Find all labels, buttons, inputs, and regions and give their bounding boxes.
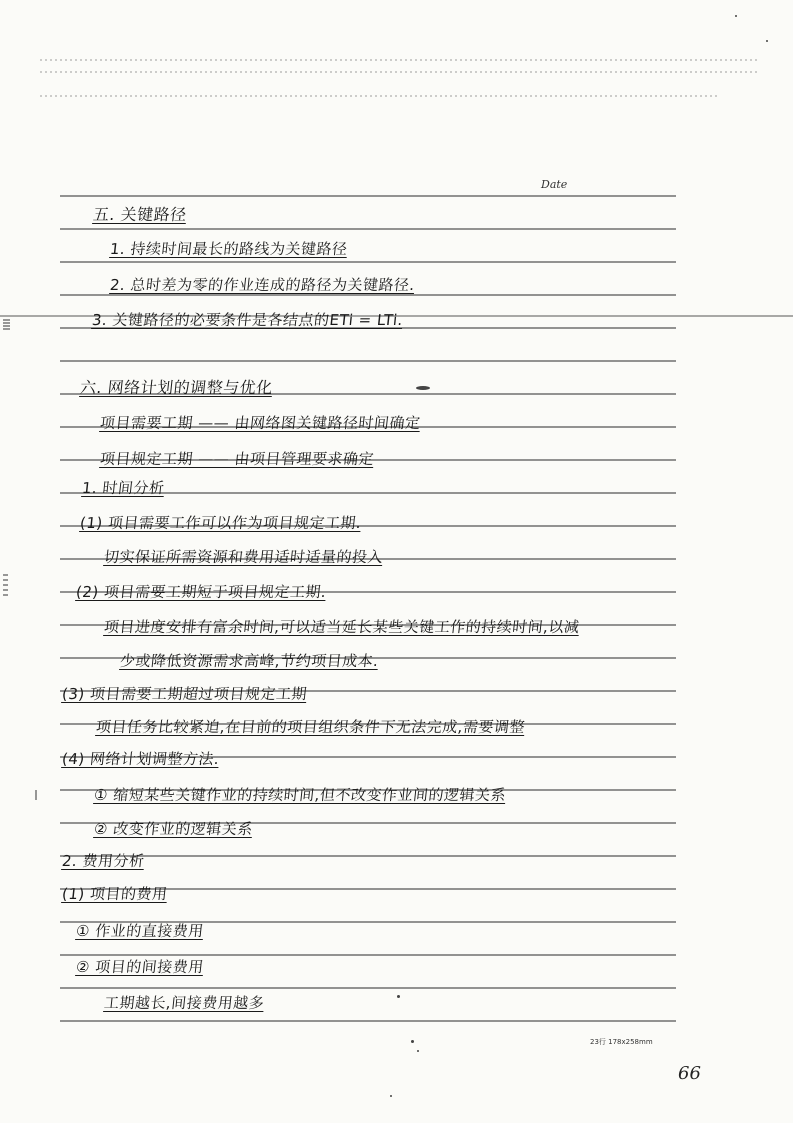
note-line: ② 项目的间接费用 <box>75 958 205 976</box>
note-line: (1) 项目需要工作可以作为项目规定工期. <box>79 514 363 532</box>
note-line: 项目规定工期 —— 由项目管理要求确定 <box>99 450 375 468</box>
note-line: ① 作业的直接费用 <box>75 922 205 940</box>
section-heading-network-adjust: 六. 网络计划的调整与优化 <box>79 378 274 397</box>
note-line: 工期越长,间接费用越多 <box>103 994 266 1012</box>
ink-speck <box>735 15 737 17</box>
note-line: (1) 项目的费用 <box>61 885 169 903</box>
paper-spec-note: 23行 178x258mm <box>590 1038 653 1046</box>
ink-speck <box>390 1095 392 1097</box>
subheading-time-analysis: 1. 时间分析 <box>81 479 166 497</box>
ink-mark <box>416 386 430 390</box>
note-line: (2) 项目需要工期短于项目规定工期. <box>75 583 328 601</box>
page-number: 66 <box>678 1063 701 1084</box>
section-heading-critical-path: 五. 关键路径 <box>92 205 188 224</box>
note-line: 切实保证所需资源和费用适时适量的投入 <box>103 548 384 566</box>
subheading-cost-analysis: 2. 费用分析 <box>61 852 146 870</box>
date-label: Date <box>541 178 568 191</box>
ink-speck <box>411 1040 414 1043</box>
note-line: 项目进度安排有富余时间,可以适当延长某些关键工作的持续时间,以减 <box>103 618 581 636</box>
ink-speck <box>766 40 768 42</box>
note-line: (3) 项目需要工期超过项目规定工期 <box>61 685 308 703</box>
note-line: (4) 网络计划调整方法. <box>61 750 221 768</box>
note-line: 3. 关键路径的必要条件是各结点的ETi = LTi. <box>91 311 404 329</box>
ink-speck <box>417 1050 419 1052</box>
note-line: 2. 总时差为零的作业连成的路径为关键路径. <box>109 276 416 294</box>
note-line: 1. 持续时间最长的路线为关键路径 <box>109 240 349 258</box>
note-line: 项目需要工期 —— 由网络图关键路径时间确定 <box>99 414 422 432</box>
note-line: ① 缩短某些关键作业的持续时间,但不改变作业间的逻辑关系 <box>93 786 507 804</box>
note-line: 项目任务比较紧迫,在目前的项目组织条件下无法完成,需要调整 <box>95 718 526 736</box>
note-line: 少或降低资源需求高峰,节约项目成本. <box>119 652 380 670</box>
note-line: ② 改变作业的逻辑关系 <box>93 820 254 838</box>
ink-speck <box>397 995 400 998</box>
